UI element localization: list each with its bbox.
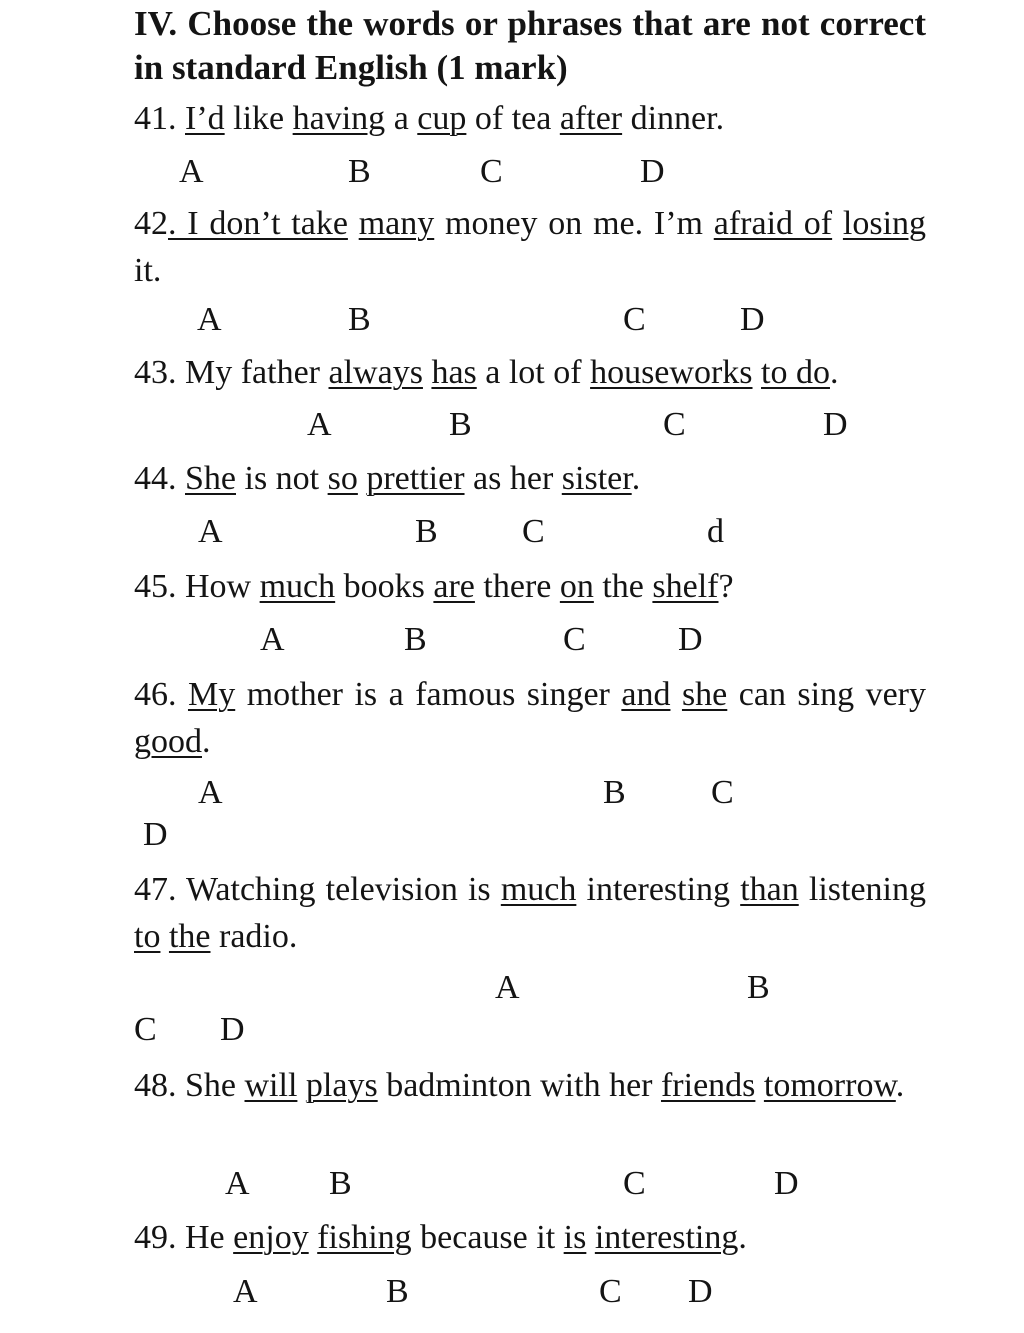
question-43	[134, 349, 926, 396]
sentence-text: a	[385, 100, 418, 137]
sentence-text: radio.	[210, 918, 298, 955]
q48-option-b: B	[329, 1165, 352, 1202]
sentence-text: ?	[718, 568, 734, 605]
question-48	[134, 1062, 926, 1109]
underlined-option-phrase: fishing	[317, 1219, 412, 1256]
q41-option-b: B	[348, 153, 371, 190]
underlined-option-phrase: she	[681, 676, 728, 713]
q42-option-d: D	[740, 301, 765, 338]
q49-option-b: B	[386, 1273, 409, 1310]
sentence-text: 43. My father	[134, 354, 329, 391]
underlined-option-phrase: . I don’t take	[168, 205, 348, 242]
question-44	[134, 455, 926, 502]
underlined-option-phrase: shelf	[652, 568, 719, 605]
exercise-heading: IV. Choose the words or phrases that are not correct in standard English (1 mark)	[134, 4, 926, 87]
underlined-option-phrase: good	[134, 723, 202, 760]
sentence-text: is not	[236, 460, 328, 497]
sentence-text	[755, 1067, 764, 1104]
sentence-text: 45. How	[134, 568, 260, 605]
underlined-option-phrase: plays	[305, 1067, 378, 1104]
sentence-text	[348, 205, 359, 242]
q45-option-b: B	[404, 621, 427, 658]
sentence-text: because it	[411, 1219, 564, 1256]
q42-option-b: B	[348, 301, 371, 338]
sentence-text: 49. He	[134, 1219, 234, 1256]
underlined-option-phrase: I’d	[185, 100, 225, 137]
underlined-option-phrase: prettier	[366, 460, 465, 497]
underlined-option-phrase: to	[134, 918, 161, 955]
underlined-option-phrase: than	[740, 871, 799, 908]
q42-option-c: C	[623, 301, 646, 338]
underlined-option-phrase: after	[559, 100, 623, 137]
sentence-text	[670, 676, 681, 713]
sentence-text: books	[335, 568, 434, 605]
sentence-text: dinner.	[622, 100, 725, 137]
sentence-text: a lot of	[476, 354, 591, 391]
sentence-text: of tea	[466, 100, 560, 137]
underlined-option-phrase: to do	[761, 354, 830, 391]
underlined-option-phrase: has	[431, 354, 477, 391]
underlined-option-phrase: having	[292, 100, 386, 137]
q48-option-c: C	[623, 1165, 646, 1202]
q45-option-c: C	[563, 621, 586, 658]
underlined-option-phrase: She	[185, 460, 236, 497]
q47-option-d: D	[220, 1011, 245, 1048]
underlined-option-phrase: always	[328, 354, 423, 391]
sentence-text: there	[474, 568, 560, 605]
q41-option-a: A	[179, 153, 204, 190]
sentence-text	[586, 1219, 595, 1256]
question-47	[134, 866, 926, 960]
sentence-text: like	[224, 100, 293, 137]
underlined-option-phrase: much	[259, 568, 336, 605]
sentence-text: 48. She	[134, 1067, 245, 1104]
question-45	[134, 563, 926, 610]
q49-option-c: C	[599, 1273, 622, 1310]
sentence-text: .	[895, 1067, 905, 1104]
underlined-option-phrase: is	[563, 1219, 587, 1256]
underlined-option-phrase: will	[244, 1067, 298, 1104]
question-46	[134, 671, 926, 765]
sentence-text: the	[593, 568, 653, 605]
underlined-option-phrase: tomorrow	[763, 1067, 896, 1104]
q43-option-a: A	[307, 406, 332, 443]
q45-option-a: A	[260, 621, 285, 658]
q41-option-c: C	[480, 153, 503, 190]
q44-option-b: B	[415, 513, 438, 550]
sentence-text	[832, 205, 843, 242]
question-41	[134, 95, 926, 142]
q43-option-c: C	[663, 406, 686, 443]
sentence-text	[297, 1067, 306, 1104]
underlined-option-phrase: My	[187, 676, 236, 713]
question-49	[134, 1214, 926, 1261]
sentence-text: .	[829, 354, 839, 391]
sentence-text: as her	[464, 460, 562, 497]
sentence-text	[753, 354, 762, 391]
q48-option-a: A	[225, 1165, 250, 1202]
sentence-text: 41.	[134, 100, 185, 137]
underlined-option-phrase: many	[358, 205, 435, 242]
sentence-text: 42	[134, 205, 168, 242]
sentence-text: .	[202, 723, 211, 760]
underlined-option-phrase: enjoy	[233, 1219, 309, 1256]
q46-option-b: B	[603, 774, 626, 811]
question-42	[134, 200, 926, 294]
underlined-option-phrase: so	[327, 460, 358, 497]
underlined-option-phrase: are	[433, 568, 475, 605]
underlined-option-phrase: on	[559, 568, 594, 605]
underlined-option-phrase: much	[500, 871, 577, 908]
q49-option-a: A	[233, 1273, 258, 1310]
underlined-option-phrase: losing	[842, 205, 927, 242]
q47-option-c: C	[134, 1011, 157, 1048]
sentence-text	[160, 918, 169, 955]
q42-option-a: A	[197, 301, 222, 338]
q46-option-a: A	[198, 774, 223, 811]
sentence-text	[309, 1219, 318, 1256]
q46-option-d: D	[143, 816, 168, 853]
underlined-option-phrase: and	[621, 676, 671, 713]
sentence-text: money on me. I’m	[434, 205, 714, 242]
underlined-option-phrase: afraid of	[713, 205, 833, 242]
sentence-text: 46.	[134, 676, 188, 713]
sentence-text: .	[738, 1219, 747, 1256]
underlined-option-phrase: the	[168, 918, 211, 955]
q43-option-b: B	[449, 406, 472, 443]
sentence-text: can sing very	[727, 676, 926, 713]
underlined-option-phrase: houseworks	[590, 354, 753, 391]
sentence-text: interesting	[576, 871, 741, 908]
underlined-option-phrase: cup	[417, 100, 467, 137]
q46-option-c: C	[711, 774, 734, 811]
sentence-text: mother is a famous singer	[235, 676, 622, 713]
sentence-text: badminton with her	[377, 1067, 661, 1104]
underlined-option-phrase: interesting	[594, 1219, 739, 1256]
q49-option-d: D	[688, 1273, 713, 1310]
q44-option-c: C	[522, 513, 545, 550]
q48-option-d: D	[774, 1165, 799, 1202]
sentence-text: 47. Watching television is	[134, 871, 501, 908]
q45-option-d: D	[678, 621, 703, 658]
q44-option-a: A	[198, 513, 223, 550]
sentence-text: it.	[134, 252, 162, 289]
sentence-text: listening	[798, 871, 926, 908]
sentence-text: .	[631, 460, 641, 497]
underlined-option-phrase: sister	[561, 460, 632, 497]
sentence-text: 44.	[134, 460, 185, 497]
q47-option-b: B	[747, 969, 770, 1006]
q47-option-a: A	[495, 969, 520, 1006]
q43-option-d: D	[823, 406, 848, 443]
q44-option-d: d	[707, 513, 724, 550]
q41-option-d: D	[640, 153, 665, 190]
underlined-option-phrase: friends	[660, 1067, 756, 1104]
